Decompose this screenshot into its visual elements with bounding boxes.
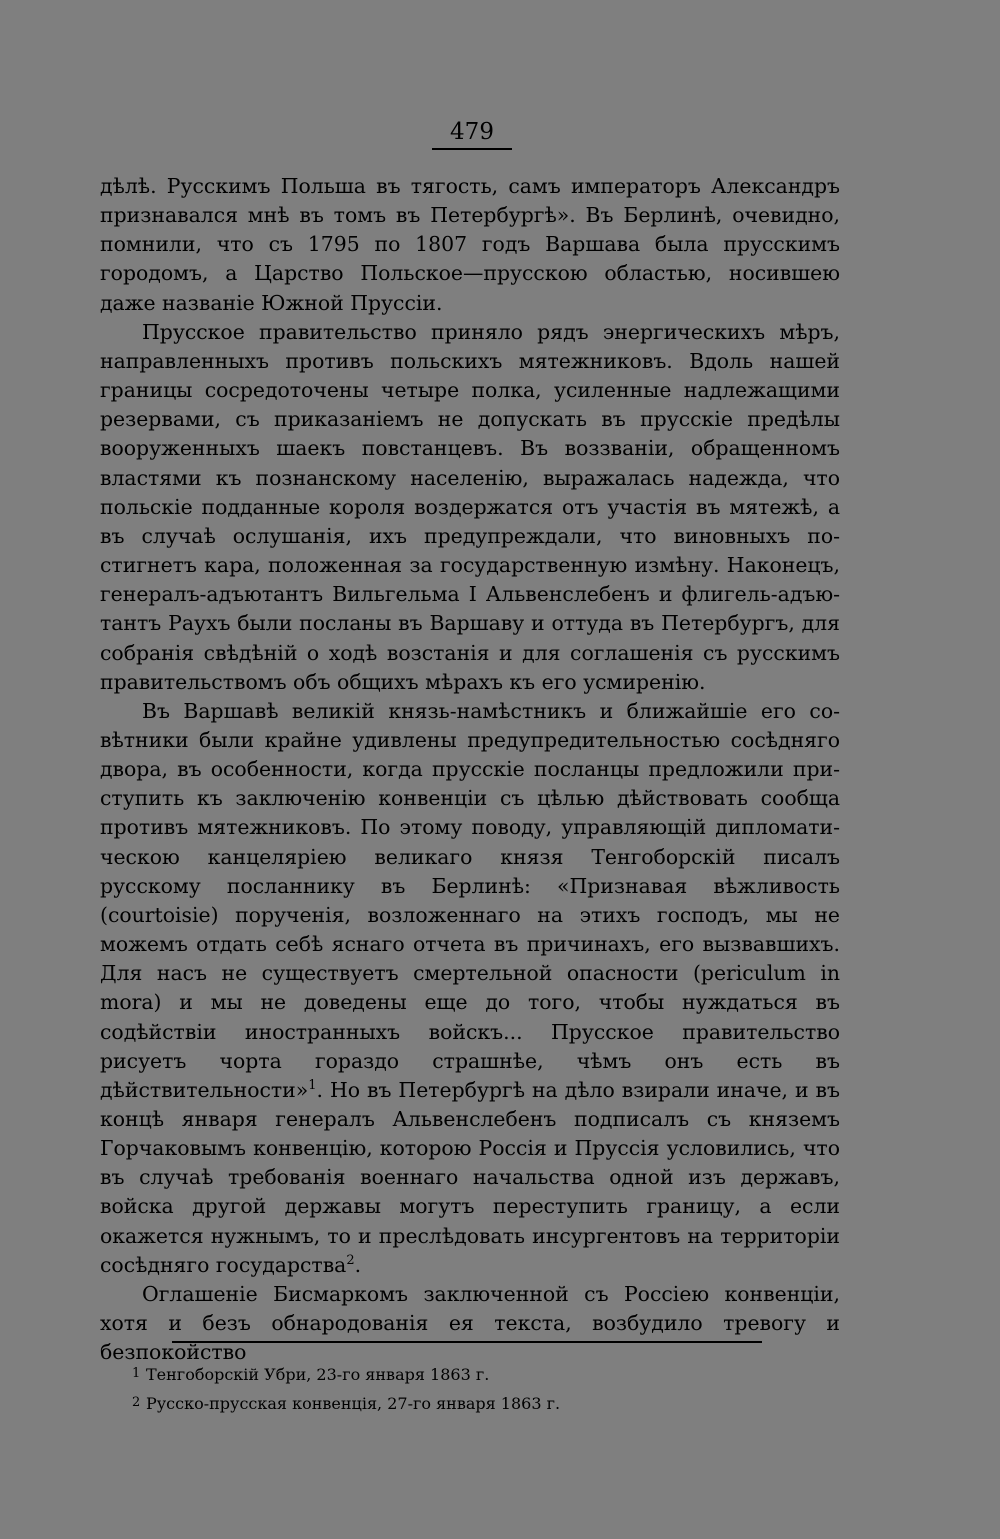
- footnote-divider: [172, 1341, 762, 1343]
- paragraph-3-end: .: [354, 1252, 362, 1277]
- paragraph-4: Оглашеніе Бисмаркомъ заключенной съ Россіею конвенціи, хотя и безъ обнародованія ея текста, возбудило тревогу и безпокойство: [100, 1281, 840, 1365]
- paragraph-3: [100, 697, 840, 1280]
- footnote-2: [132, 1389, 832, 1418]
- footnote-1-text: Тенгоборскій Убри, 23-го января 1863 г.: [146, 1365, 490, 1384]
- footnote-2-mark: 2: [132, 1395, 141, 1410]
- footnote-1-mark: 1: [132, 1366, 141, 1381]
- body-text: [100, 172, 840, 1367]
- document-page: [100, 0, 840, 1539]
- paragraph-2: Прусское правительство приняло рядъ энергическихъ мѣръ, направленныхъ противъ польскихъ мятежниковъ. Вдоль нашей границы сосредоточены четыре полка, усиленные надлежащими резервами, съ приказаніемъ не допускать въ прусскіе предѣлы вооруженныхъ шаекъ повстанцевъ. Въ воззваніи, обращенномъ властями къ познанскому населенію, выражалась надежда, что польскіе подданные короля воздержатся отъ участія въ мятежѣ, а въ случаѣ ослушанія, ихъ предупреждали, что виновныхъ постигнетъ кара, положенная за государственную измѣну. Наконецъ, генералъ-адъютантъ Вильгельма I Альвенслебенъ и флигель-адъютантъ Раухъ были посланы въ Варшаву и оттуда въ Петербургъ, для собранія свѣдѣній о ходѣ возстанія и для соглашенія съ русскимъ правительствомъ объ общихъ мѣрахъ къ его усмиренію.: [100, 319, 840, 694]
- paragraph-1: дѣлѣ. Русскимъ Польша въ тягость, самъ императоръ Александръ признавался мнѣ въ томъ въ Петербургѣ». Въ Берлинѣ, очевидно, помнили, что съ 1795 по 1807 годъ Варшава была прусскимъ городомъ, а Царство Польское—прусскою областью, носившею даже названіе Южной Пруссіи.: [100, 174, 840, 315]
- footnote-1: [132, 1360, 832, 1389]
- paragraph-3-part-1: Въ Варшавѣ великій князь-намѣстникъ и ближайшіе его совѣтники были крайне удивлены предупредительностью сосѣдняго двора, въ особенности, когда прусскіе посланцы предложили приступить къ заключенію конвенціи съ цѣлью дѣйствовать сообща противъ мятежниковъ. По этому поводу, управляющій дипломатическою канцеляріею великаго князя Тенгоборскій писалъ русскому посланнику въ Берлинѣ: «Признавая вѣжливость (courtoisie) порученія, возложеннаго на этихъ господъ, мы не можемъ отдать себѣ яснаго отчета въ причинахъ, его вызвавшихъ. Для насъ не существуетъ смертельной опасности (periculum in mora) и мы не доведены еще до того, чтобы нуждаться въ содѣйствіи иностранныхъ войскъ... Прусское правительство рисуетъ чорта гораздо страшнѣе, чѣмъ онъ есть въ дѣйствительности»: [100, 698, 840, 1102]
- footnote-ref-2[interactable]: 2: [346, 1252, 355, 1268]
- footnote-2-text: Русско-прусская конвенція, 27-го января 1863 г.: [146, 1394, 561, 1413]
- footnote-ref-1[interactable]: 1: [308, 1078, 317, 1094]
- footnotes: [132, 1360, 832, 1418]
- paragraph-3-part-2: . Но въ Петербургѣ на дѣло взирали иначе, и въ концѣ января генералъ Альвенслебенъ подписалъ съ княземъ Горчаковымъ конвенцію, которою Россія и Пруссія условились, что въ случаѣ требованія военнаго начальства одной изъ державъ, войска другой державы могутъ переступить границу, а если окажется нужнымъ, то и преслѣдовать инсургентовъ на территоріи сосѣдняго государства: [100, 1077, 840, 1277]
- page-number: 479: [432, 118, 512, 150]
